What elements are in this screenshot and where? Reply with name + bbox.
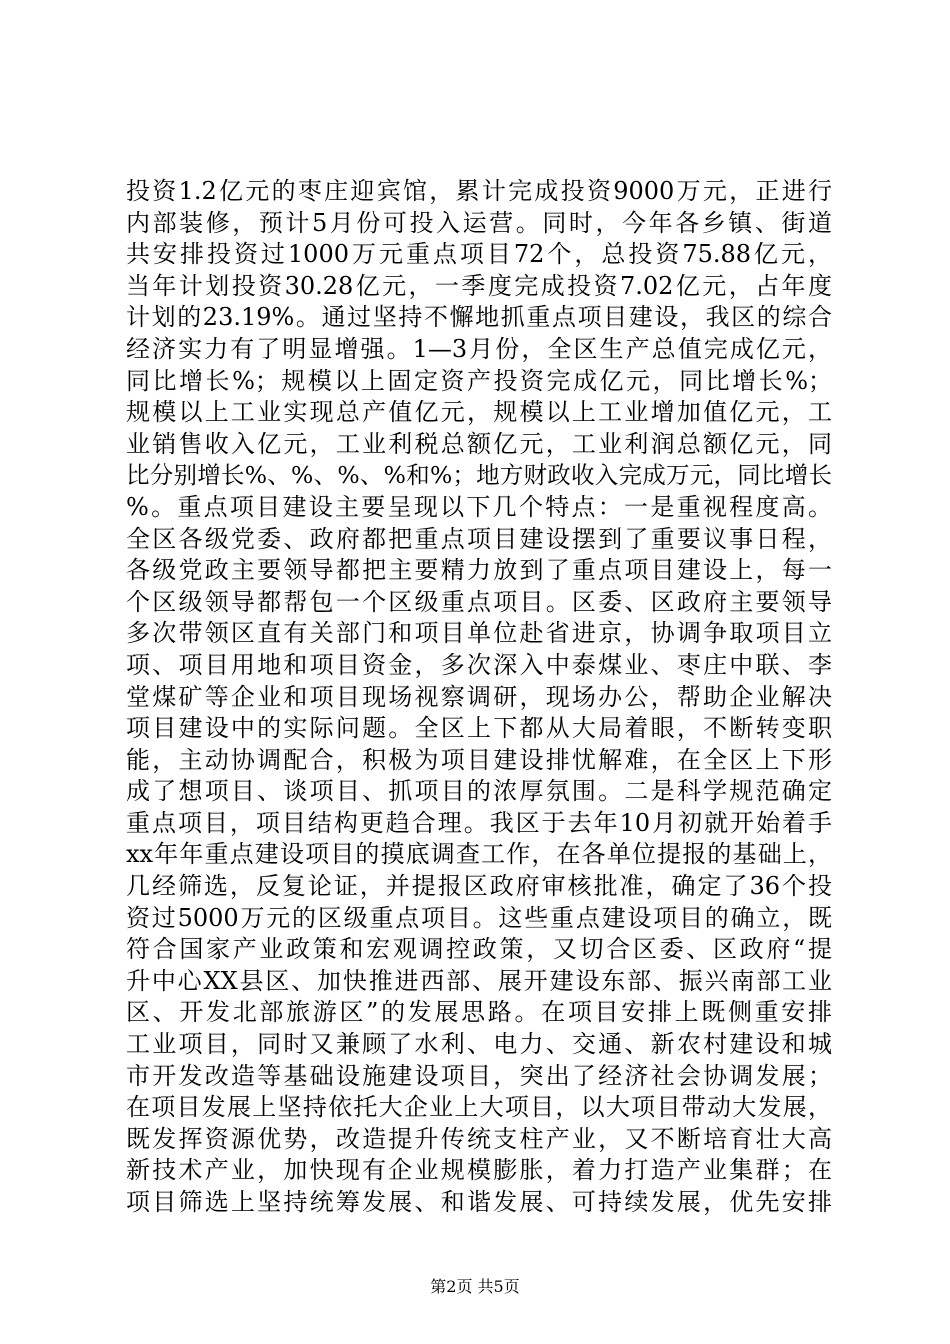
text-line: 能，主动协调配合，积极为项目建设排忧解难，在全区上下形 bbox=[126, 745, 832, 774]
text-line: 几经筛选，反复论证，并提报区政府审核批准，确定了36个投 bbox=[126, 872, 832, 901]
text-line: 共安排投资过1000万元重点项目72个，总投资75.88亿元， bbox=[126, 240, 832, 269]
text-line: 市开发改造等基础设施建设项目，突出了经济社会协调发展； bbox=[126, 1061, 832, 1090]
text-line: 符合国家产业政策和宏观调控政策，又切合区委、区政府“提 bbox=[126, 935, 832, 964]
text-line: 内部装修，预计5月份可投入运营。同时，今年各乡镇、街道 bbox=[126, 208, 832, 237]
text-line: 堂煤矿等企业和项目现场视察调研，现场办公，帮助企业解决 bbox=[126, 682, 832, 711]
text-line: 投资1.2亿元的枣庄迎宾馆，累计完成投资9000万元，正进行 bbox=[126, 177, 832, 205]
text-line: 全区各级党委、政府都把重点项目建设摆到了重要议事日程， bbox=[126, 524, 832, 553]
text-line: 项目筛选上坚持统筹发展、和谐发展、可持续发展，优先安排 bbox=[126, 1188, 832, 1216]
text-line: 新技术产业，加快现有企业规模膨胀，着力打造产业集群；在 bbox=[126, 1156, 832, 1185]
text-line: 成了想项目、谈项目、抓项目的浓厚氛围。二是科学规范确定 bbox=[126, 777, 832, 806]
text-line: xx年年重点建设项目的摸底调查工作，在各单位提报的基础上， bbox=[126, 840, 832, 869]
text-line: 计划的23.19%。通过坚持不懈地抓重点项目建设，我区的综合 bbox=[126, 303, 832, 332]
text-line: 当年计划投资30.28亿元，一季度完成投资7.02亿元，占年度 bbox=[126, 271, 832, 300]
text-line: 同比增长%；规模以上固定资产投资完成亿元，同比增长%； bbox=[126, 366, 832, 395]
text-line: 多次带领区直有关部门和项目单位赴省进京，协调争取项目立 bbox=[126, 619, 832, 648]
text-line: 个区级领导都帮包一个区级重点项目。区委、区政府主要领导 bbox=[126, 587, 832, 616]
text-line: 项目建设中的实际问题。全区上下都从大局着眼，不断转变职 bbox=[126, 714, 832, 743]
text-line: 资过5000万元的区级重点项目。这些重点建设项目的确立，既 bbox=[126, 903, 832, 932]
text-line: 重点项目，项目结构更趋合理。我区于去年10月初就开始着手 bbox=[126, 808, 832, 837]
text-line: 既发挥资源优势，改造提升传统支柱产业，又不断培育壮大高 bbox=[126, 1124, 832, 1153]
text-line: 各级党政主要领导都把主要精力放到了重点项目建设上，每一 bbox=[126, 556, 832, 585]
text-line: 升中心XX县区、加快推进西部、展开建设东部、振兴南部工业 bbox=[126, 966, 832, 995]
body-text bbox=[126, 176, 832, 1219]
text-line: 规模以上工业实现总产值亿元，规模以上工业增加值亿元，工 bbox=[126, 398, 832, 427]
text-line: 经济实力有了明显增强。1—3月份，全区生产总值完成亿元， bbox=[126, 334, 832, 363]
text-line: 比分别增长%、%、%、%和%；地方财政收入完成万元，同比增长 bbox=[126, 461, 832, 490]
text-line: 项、项目用地和项目资金，多次深入中泰煤业、枣庄中联、李 bbox=[126, 650, 832, 679]
text-line: %。重点项目建设主要呈现以下几个特点：一是重视程度高。 bbox=[126, 492, 832, 521]
text-line: 区、开发北部旅游区”的发展思路。在项目安排上既侧重安排 bbox=[126, 998, 832, 1027]
text-line: 业销售收入亿元，工业利税总额亿元，工业利润总额亿元，同 bbox=[126, 429, 832, 458]
text-line: 在项目发展上坚持依托大企业上大项目，以大项目带动大发展， bbox=[126, 1093, 832, 1122]
page-footer: 第2页 共5页 bbox=[430, 1277, 520, 1296]
text-line: 工业项目，同时又兼顾了水利、电力、交通、新农村建设和城 bbox=[126, 1030, 832, 1059]
